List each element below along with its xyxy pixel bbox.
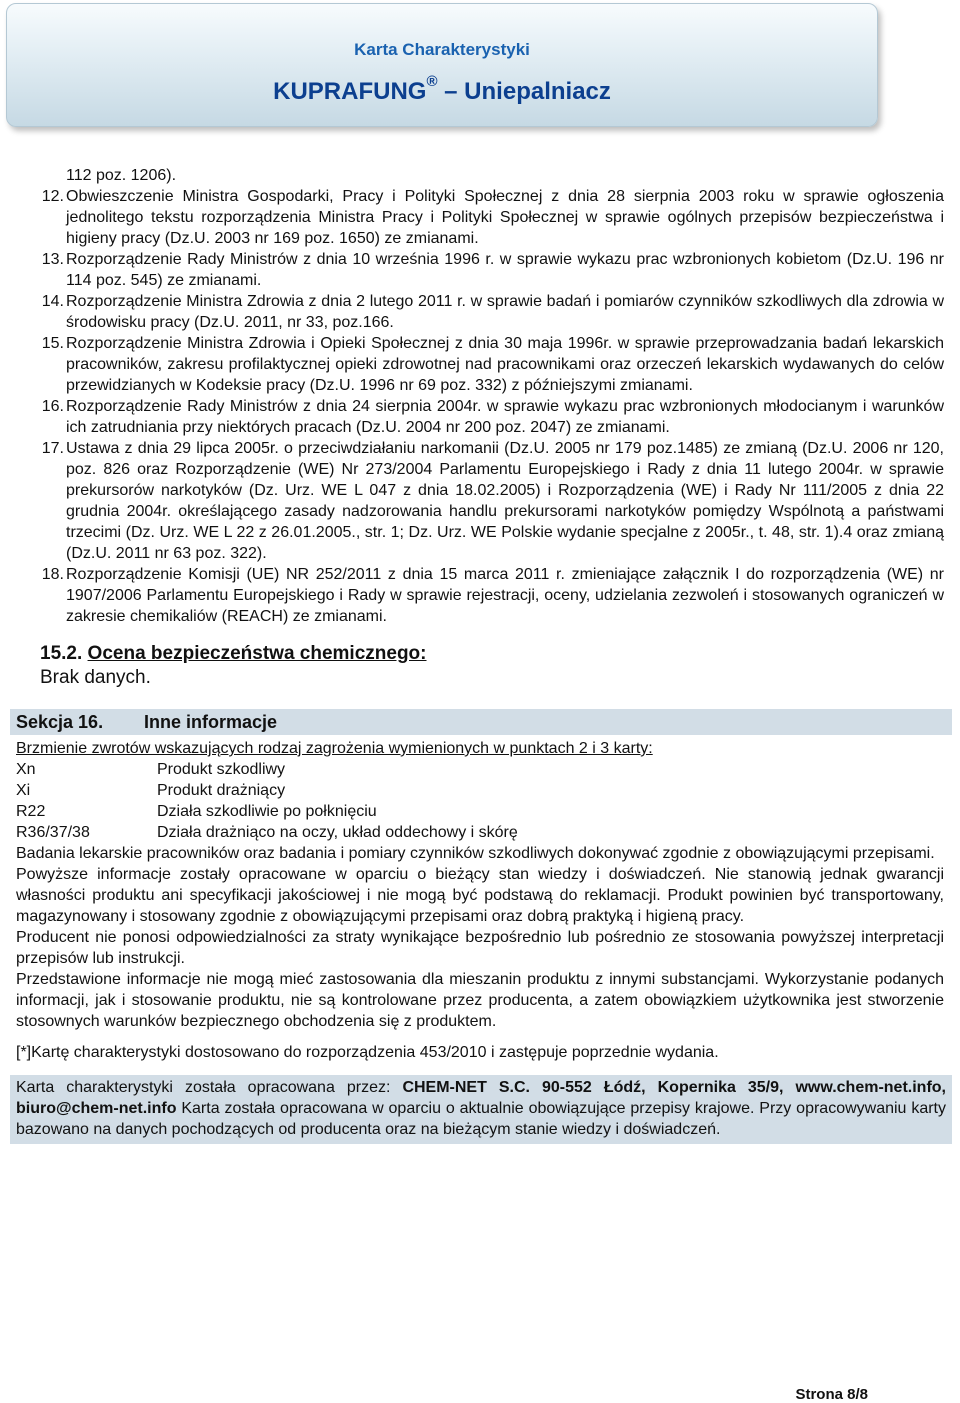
regulation-number: 14. (41, 293, 64, 310)
abbreviation-row (16, 822, 944, 843)
abbreviation-text: Działa drażniąco na oczy, układ oddechowy i skórę (157, 824, 518, 841)
document-header (6, 3, 878, 127)
regulation-item-18 (16, 564, 944, 627)
regulation-text: Rozporządzenie Komisji (UE) NR 252/2011 z dnia 15 marca 2011 r. zmieniające załącznik I do rozporządzenia (WE) nr 1907/2006 Parlamentu Europejskiego i Rady w sprawie rejestracji, oceny, udzielania zezwoleń i stosowanych ograniczeń w zakresie chemikaliów (REACH) ze zmianami. (66, 566, 944, 625)
document-body (16, 165, 944, 1144)
abbreviation-text: Produkt szkodliwy (157, 761, 286, 778)
regulation-text: Rozporządzenie Rady Ministrów z dnia 24 sierpnia 2004r. w sprawie wykazu prac wzbronionych młodocianym i warunków ich zatrudniania przy niektórych pracach (Dz.U. 2004 nr 200 poz. 2047) ze zmianami. (66, 398, 944, 436)
abbreviation-row (16, 759, 944, 780)
abbreviation-code: Xi (16, 782, 31, 799)
subsection-15-2-text: Brak danych. (40, 667, 151, 688)
registered-mark: ® (426, 73, 438, 90)
regulation-number: 13. (41, 251, 64, 268)
section-title: Inne informacje (144, 712, 278, 732)
regulation-number: 15. (41, 335, 64, 352)
abbreviation-code: R22 (16, 803, 46, 820)
regulation-number: 16. (41, 398, 64, 415)
abbreviation-text: Produkt drażniący (157, 782, 286, 799)
abbreviation-code: Xn (16, 761, 36, 778)
regulation-item-13 (16, 249, 944, 291)
header-title: Karta Charakterystyki (354, 40, 530, 59)
regulation-item-12 (16, 186, 944, 249)
regulation-text: Ustawa z dnia 29 lipca 2005r. o przeciwdziałaniu narkomanii (Dz.U. 2005 nr 179 poz.1485) ze zmianą (Dz.U. 2006 nr 120, poz. 826 oraz Rozporządzenie (WE) Nr 273/2004 Parlamentu Europejskiego i Rady z dnia 11 lutego 2004r. w sprawie prekursorów narkotyków (Dz. Urz. WE L 047 z dnia 18.02.2005) i Rozporządzenia (WE) i Rady Nr 111/2005 z dnia 22 grudnia 2004r. określającego zasady nadzorowania handlu prekursorami narkotyków pomiędzy Wspólnotą a państwami trzecimi (Dz. Urz. WE L 22 z 26.01.2005., str. 1; Dz. Urz. WE Polskie wydanie specjalne z 2005r., t. 48, str. 1).4 oraz zmianą (Dz.U. 2011 nr 63 poz. 322). (66, 440, 944, 562)
subsection-number: 15.2. (40, 643, 83, 664)
regulation-text: Rozporządzenie Ministra Zdrowia z dnia 2 lutego 2011 r. w sprawie badań i pomiarów czynników szkodliwych dla zdrowia w środowisku pracy (Dz.U. 2011, nr 33, poz.166. (66, 293, 944, 331)
abbreviation-text: Działa szkodliwie po połknięciu (157, 803, 377, 820)
regulation-item-16 (16, 396, 944, 438)
info-paragraph: Przedstawione informacje nie mogą mieć zastosowania dla mieszanin produktu z innymi substancjami. Wykorzystanie podanych informacji, jak i stosowanie produktu, nie są kontrolowane przez producenta, a zatem obowiązkiem użytkownika jest stworzenie stosownych warunków bezpiecznego obchodzenia się z produktem. (16, 971, 944, 1030)
subsection-title: Ocena bezpieczeństwa chemicznego: (87, 643, 427, 664)
regulation-item-17 (16, 438, 944, 564)
section-16-subtitle: Brzmienie zwrotów wskazujących rodzaj zagrożenia wymienionych w punktach 2 i 3 karty: (16, 740, 653, 757)
revision-note: [*]Kartę charakterystyki dostosowano do rozporządzenia 453/2010 i zastępuje poprzednie wydania. (16, 1044, 719, 1061)
header-product-name (7, 73, 877, 106)
info-paragraph: Badania lekarskie pracowników oraz badania i pomiary czynników szkodliwych dokonywać zgodnie z obowiązującymi przepisami. (16, 845, 935, 862)
regulation-text: Rozporządzenie Rady Ministrów z dnia 10 września 1996 r. w sprawie wykazu prac wzbronionych kobietom (Dz.U. 196 nr 114 poz. 545) ze zmianami. (66, 251, 944, 289)
continuation-line: 112 poz. 1206). (66, 167, 177, 184)
regulation-text: Obwieszczenie Ministra Gospodarki, Pracy i Polityki Społecznej z dnia 28 sierpnia 2003 roku w sprawie ogłoszenia jednolitego tekstu rozporządzenia Ministra Pracy i Polityki Społecznej w sprawie ogólnych przepisów bezpieczeństwa i higieny pracy (Dz.U. 2003 nr 169 poz. 1650) ze zmianami. (66, 188, 944, 247)
regulation-number: 17. (41, 440, 64, 457)
regulation-item-15 (16, 333, 944, 396)
abbreviation-code: R36/37/38 (16, 824, 90, 841)
footer-text: Karta została opracowana w oparciu o aktualnie obowiązujące przepisy krajowe. Przy opracowywaniu karty bazowano na danych pochodzących od producenta oraz na bieżącym stanie wiedzy i doświadczeń. (16, 1100, 946, 1138)
product-subtitle: – Uniepalniacz (437, 78, 611, 105)
info-paragraph: Producent nie ponosi odpowiedzialności za straty wynikające bezpośrednio lub pośrednio ze stosowania powyższej interpretacji przepisów lub instrukcji. (16, 929, 944, 967)
regulation-number: 18. (41, 566, 64, 583)
section-label: Sekcja 16. (16, 712, 104, 732)
regulation-text: Rozporządzenie Ministra Zdrowia i Opieki Społecznej z dnia 30 maja 1996r. w sprawie przeprowadzania badań lekarskich pracowników, zakresu profilaktycznej opieki zdrowotnej nad pracownikami oraz orzeczeń lekarskich wydawanych do celów przewidzianych w Kodeksie pracy (Dz.U. 1996 nr 69 poz. 332) z późniejszymi zmianami. (66, 335, 944, 394)
info-paragraph: Powyższe informacje zostały opracowane w oparciu o bieżący stan wiedzy i doświadczeń. Nie stanowią jednak gwarancji własności produktu ani specyfikacji jakościowej i nie mogą być podstawą do reklamacji. Produkt powinien być transportowany, magazynowany i stosowany zgodnie z obowiązującymi przepisami oraz dobrą praktyką i higieną pracy. (16, 866, 944, 925)
abbreviation-row (16, 801, 944, 822)
preparer-footer (10, 1075, 952, 1144)
abbreviation-row (16, 780, 944, 801)
regulation-item-14 (16, 291, 944, 333)
product-name: KUPRAFUNG (273, 78, 427, 105)
footer-prefix: Karta charakterystyki została opracowana przez: (16, 1079, 403, 1096)
footer-company: CHEM-NET S.C. 90-552 Łódź, Kopernika 35/9, www.chem-net.info, biuro@chem-net.info (16, 1079, 946, 1117)
subsection-15-2-heading (16, 643, 944, 665)
page-number: Strona 8/8 (795, 1386, 868, 1403)
section-16-heading (10, 709, 952, 735)
regulation-number: 12. (41, 188, 64, 205)
